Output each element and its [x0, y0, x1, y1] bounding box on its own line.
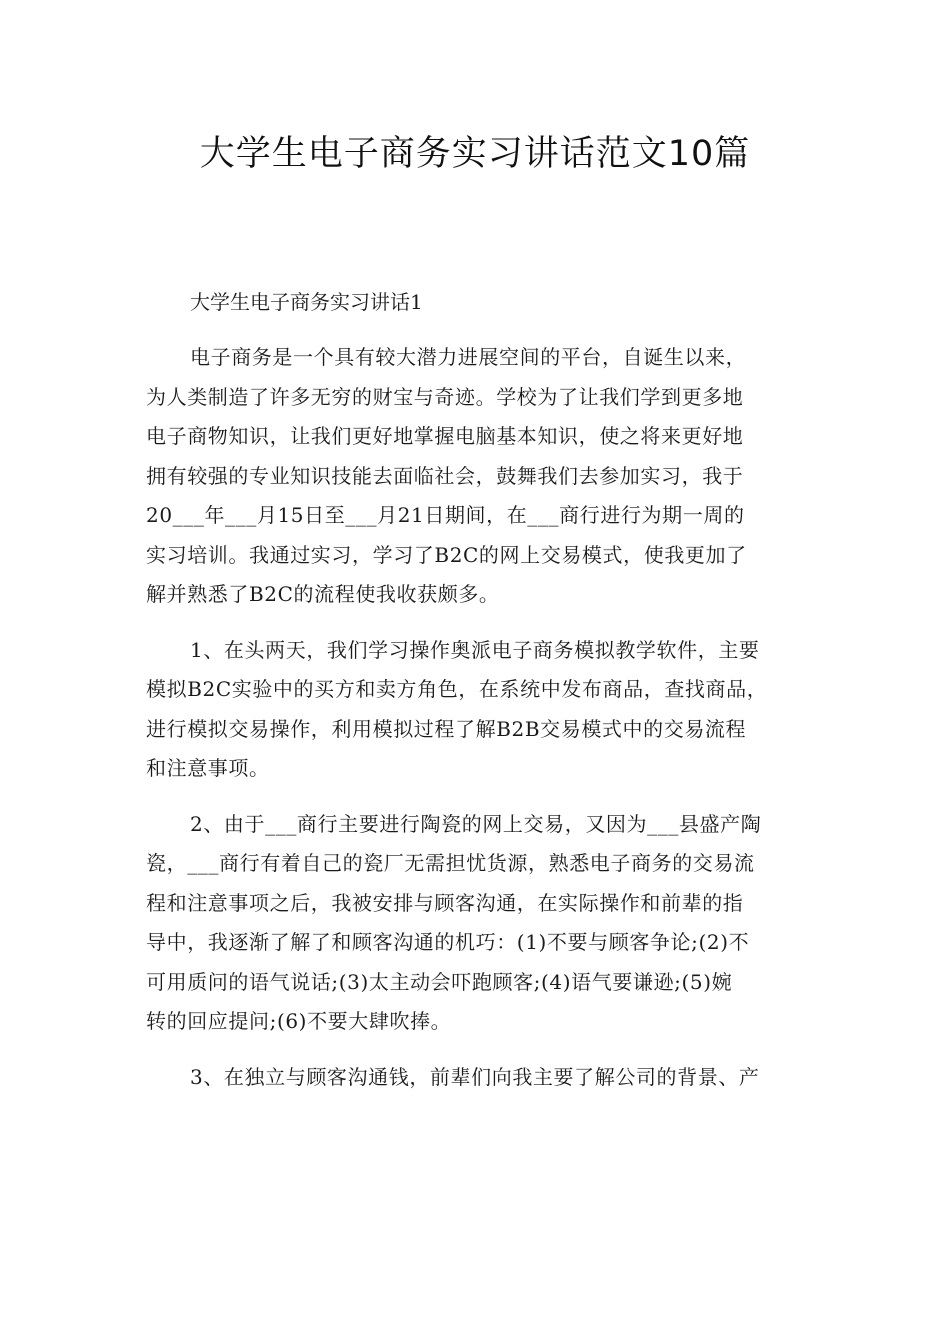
- section-heading: 大学生电子商务实习讲话1: [190, 290, 423, 314]
- text-line: 和注意事项。: [146, 756, 270, 780]
- document-body: [146, 282, 830, 1097]
- paragraph-point-2: [146, 805, 830, 1042]
- text-line: 实习培训。我通过实习，学习了B2C的网上交易模式，使我更加了: [146, 542, 747, 567]
- text-line: 解并熟悉了B2C的流程使我收获颇多。: [146, 582, 500, 606]
- text-line: 电子商务是一个具有较大潜力进展空间的平台，自诞生以来，: [190, 345, 747, 369]
- text-line: 可用质问的语气说话;(3)太主动会吓跑顾客;(4)语气要谦逊;(5)婉: [146, 969, 733, 994]
- text-line: 导中，我逐渐了解了和顾客沟通的机巧：(1)不要与顾客争论;(2)不: [146, 930, 750, 954]
- paragraph-intro: [146, 338, 830, 615]
- text-line: 模拟B2C实验中的买方和卖方角色，在系统中发布商品，查找商品，: [146, 677, 768, 701]
- text-line: 3、在独立与顾客沟通钱，前辈们向我主要了解公司的背景、产: [190, 1064, 760, 1089]
- paragraph-point-3: [146, 1058, 830, 1098]
- text-line: 进行模拟交易操作，利用模拟过程了解B2B交易模式中的交易流程: [146, 716, 747, 741]
- text-line: 为人类制造了许多无穷的财宝与奇迹。学校为了让我们学到更多地: [146, 384, 744, 409]
- text-line: 转的回应提问;(6)不要大肆吹捧。: [146, 1009, 452, 1033]
- text-line: 1、在头两天，我们学习操作奥派电子商务模拟教学软件，主要: [190, 637, 760, 662]
- text-line: 瓷，___商行有着自己的瓷厂无需担忧货源，熟悉电子商务的交易流: [146, 851, 755, 875]
- text-line: 20___年___月15日至___月21日期间，在___商行进行为期一周的: [146, 503, 745, 527]
- paragraph-point-1: [146, 631, 830, 789]
- text-line: 拥有较强的专业知识技能去面临社会，鼓舞我们去参加实习，我于: [146, 463, 744, 488]
- document-title: 大学生电子商务实习讲话范文10篇: [199, 134, 751, 174]
- text-line: 2、由于___商行主要进行陶瓷的网上交易，又因为___县盛产陶: [190, 811, 762, 836]
- text-line: 程和注意事项之后，我被安排与顾客沟通，在实际操作和前辈的指: [146, 890, 744, 915]
- text-line: 电子商物知识，让我们更好地掌握电脑基本知识，使之将来更好地: [146, 424, 744, 448]
